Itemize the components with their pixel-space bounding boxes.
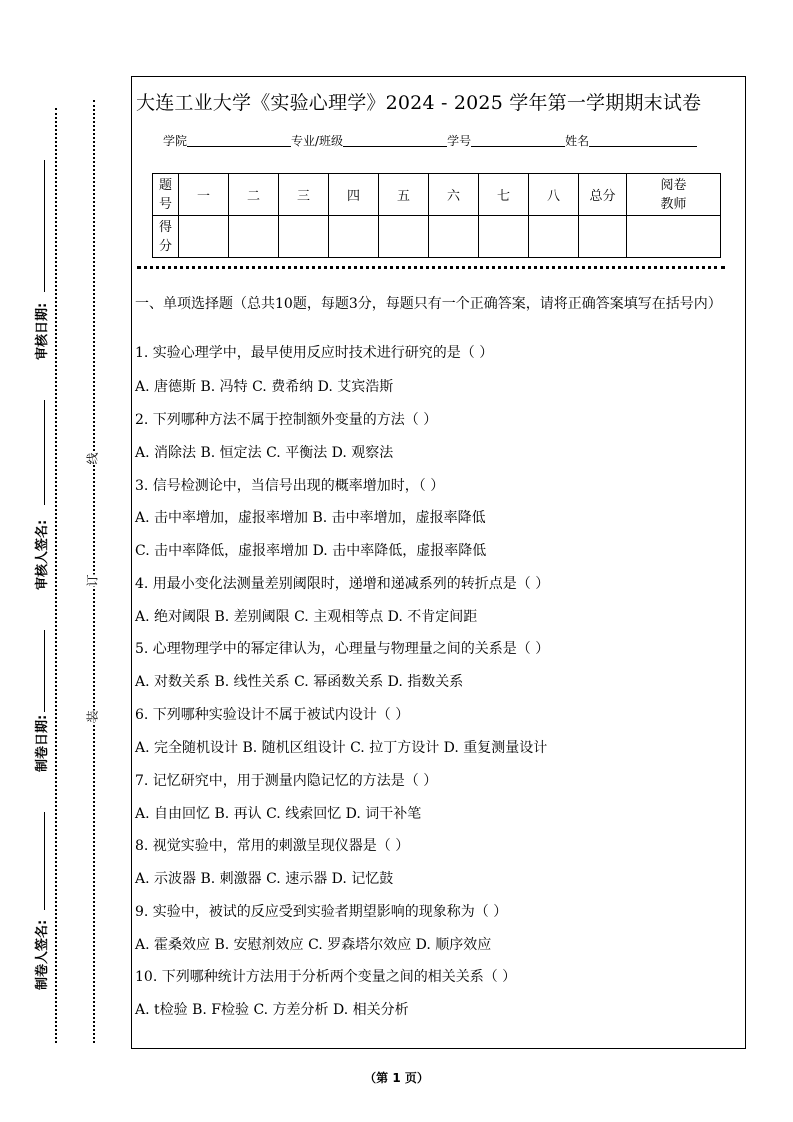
question-3-options-cd: C. 击中率降低，虚报率增加 D. 击中率降低，虚报率降低 [135, 543, 487, 559]
score-header-grader: 阅卷 教师 [627, 174, 721, 216]
question-6-stem: 6. 下列哪种实验设计不属于被试内设计（ ） [135, 707, 410, 723]
section-single-choice [135, 291, 740, 1018]
score-header-question-no: 题 号 [153, 174, 179, 216]
score-table-header-row [153, 174, 721, 216]
score-header-7: 七 [479, 174, 529, 216]
margin-blank-review-date [44, 160, 45, 292]
margin-label-reviewer: 审核人签名: [35, 519, 50, 590]
question-8-options: A. 示波器 B. 刺激器 C. 速示器 D. 记忆鼓 [135, 871, 394, 887]
exam-title: 大连工业大学《实验心理学》2024 - 2025 学年第一学期期末试卷 [136, 92, 702, 114]
question-3-options-ab: A. 击中率增加，虚报率增加 B. 击中率增加，虚报率降低 [135, 510, 486, 526]
margin-dotted-line-outer [55, 108, 57, 1043]
score-cell-6[interactable] [429, 216, 479, 258]
score-table-score-row [153, 216, 721, 258]
score-row-label: 得 分 [153, 216, 179, 258]
margin-blank-compile-date [44, 630, 45, 712]
score-header-4: 四 [329, 174, 379, 216]
info-label-major-class: 专业/班级 [291, 134, 344, 148]
info-label-name: 姓名 [565, 134, 590, 148]
question-10-stem: 10. 下列哪种统计方法用于分析两个变量之间的相关关系（ ） [135, 969, 517, 985]
student-id-field[interactable] [471, 134, 565, 147]
margin-blank-reviewer [44, 400, 45, 505]
question-10-options: A. t检验 B. F检验 C. 方差分析 D. 相关分析 [135, 1002, 409, 1018]
college-field[interactable] [187, 134, 291, 147]
page-number: （第 1 页） [364, 1071, 429, 1085]
score-cell-1[interactable] [179, 216, 229, 258]
score-header-total: 总分 [579, 174, 627, 216]
score-header-2: 二 [229, 174, 279, 216]
question-9-options: A. 霍桑效应 B. 安慰剂效应 C. 罗森塔尔效应 D. 顺序效应 [135, 937, 492, 953]
score-header-3: 三 [279, 174, 329, 216]
question-1-stem: 1. 实验心理学中，最早使用反应时技术进行研究的是（ ） [135, 345, 494, 361]
question-3-stem: 3. 信号检测论中，当信号出现的概率增加时，（ ） [135, 478, 445, 494]
score-cell-total[interactable] [579, 216, 627, 258]
binding-char-staple: 订 [85, 574, 100, 587]
score-cell-7[interactable] [479, 216, 529, 258]
score-cell-4[interactable] [329, 216, 379, 258]
info-label-college: 学院 [163, 134, 188, 148]
score-cell-grader[interactable] [627, 216, 721, 258]
info-label-student-id: 学号 [447, 134, 472, 148]
question-4-stem: 4. 用最小变化法测量差别阈限时，递增和递减系列的转折点是（ ） [135, 576, 550, 592]
question-4-options: A. 绝对阈限 B. 差别阈限 C. 主观相等点 D. 不肯定间距 [135, 609, 478, 625]
name-field[interactable] [589, 134, 697, 147]
score-cell-5[interactable] [379, 216, 429, 258]
margin-label-review-date: 审核日期: [35, 302, 50, 360]
question-2-stem: 2. 下列哪种方法不属于控制额外变量的方法（ ） [135, 412, 438, 428]
score-table [152, 173, 721, 258]
margin-dotted-line-inner [93, 100, 95, 1043]
score-cell-3[interactable] [279, 216, 329, 258]
score-cell-8[interactable] [529, 216, 579, 258]
section-heading: 一、单项选择题（总共10题，每题3分，每题只有一个正确答案，请将正确答案填写在括号内） [135, 296, 722, 312]
score-header-8: 八 [529, 174, 579, 216]
binding-char-bind: 装 [85, 710, 100, 723]
question-8-stem: 8. 视觉实验中，常用的刺激呈现仪器是（ ） [135, 838, 410, 854]
question-9-stem: 9. 实验中，被试的反应受到实验者期望影响的现象称为（ ） [135, 904, 508, 920]
student-info-row [163, 132, 697, 149]
score-header-6: 六 [429, 174, 479, 216]
question-7-stem: 7. 记忆研究中，用于测量内隐记忆的方法是（ ） [135, 773, 438, 789]
score-cell-2[interactable] [229, 216, 279, 258]
question-5-stem: 5. 心理物理学中的幂定律认为，心理量与物理量之间的关系是（ ） [135, 641, 550, 657]
question-1-options: A. 唐德斯 B. 冯特 C. 费希纳 D. 艾宾浩斯 [135, 379, 394, 395]
major-class-field[interactable] [343, 134, 447, 147]
margin-label-compiler: 制卷人签名: [35, 919, 50, 990]
question-5-options: A. 对数关系 B. 线性关系 C. 幂函数关系 D. 指数关系 [135, 674, 464, 690]
score-header-1: 一 [179, 174, 229, 216]
margin-blank-compiler [44, 812, 45, 910]
question-6-options: A. 完全随机设计 B. 随机区组设计 C. 拉丁方设计 D. 重复测量设计 [135, 740, 548, 756]
separator-dotted-line [137, 266, 725, 269]
score-header-5: 五 [379, 174, 429, 216]
binding-char-line: 线 [85, 452, 100, 465]
question-2-options: A. 消除法 B. 恒定法 C. 平衡法 D. 观察法 [135, 445, 394, 461]
margin-label-compile-date: 制卷日期: [35, 714, 50, 772]
question-7-options: A. 自由回忆 B. 再认 C. 线索回忆 D. 词干补笔 [135, 806, 422, 822]
